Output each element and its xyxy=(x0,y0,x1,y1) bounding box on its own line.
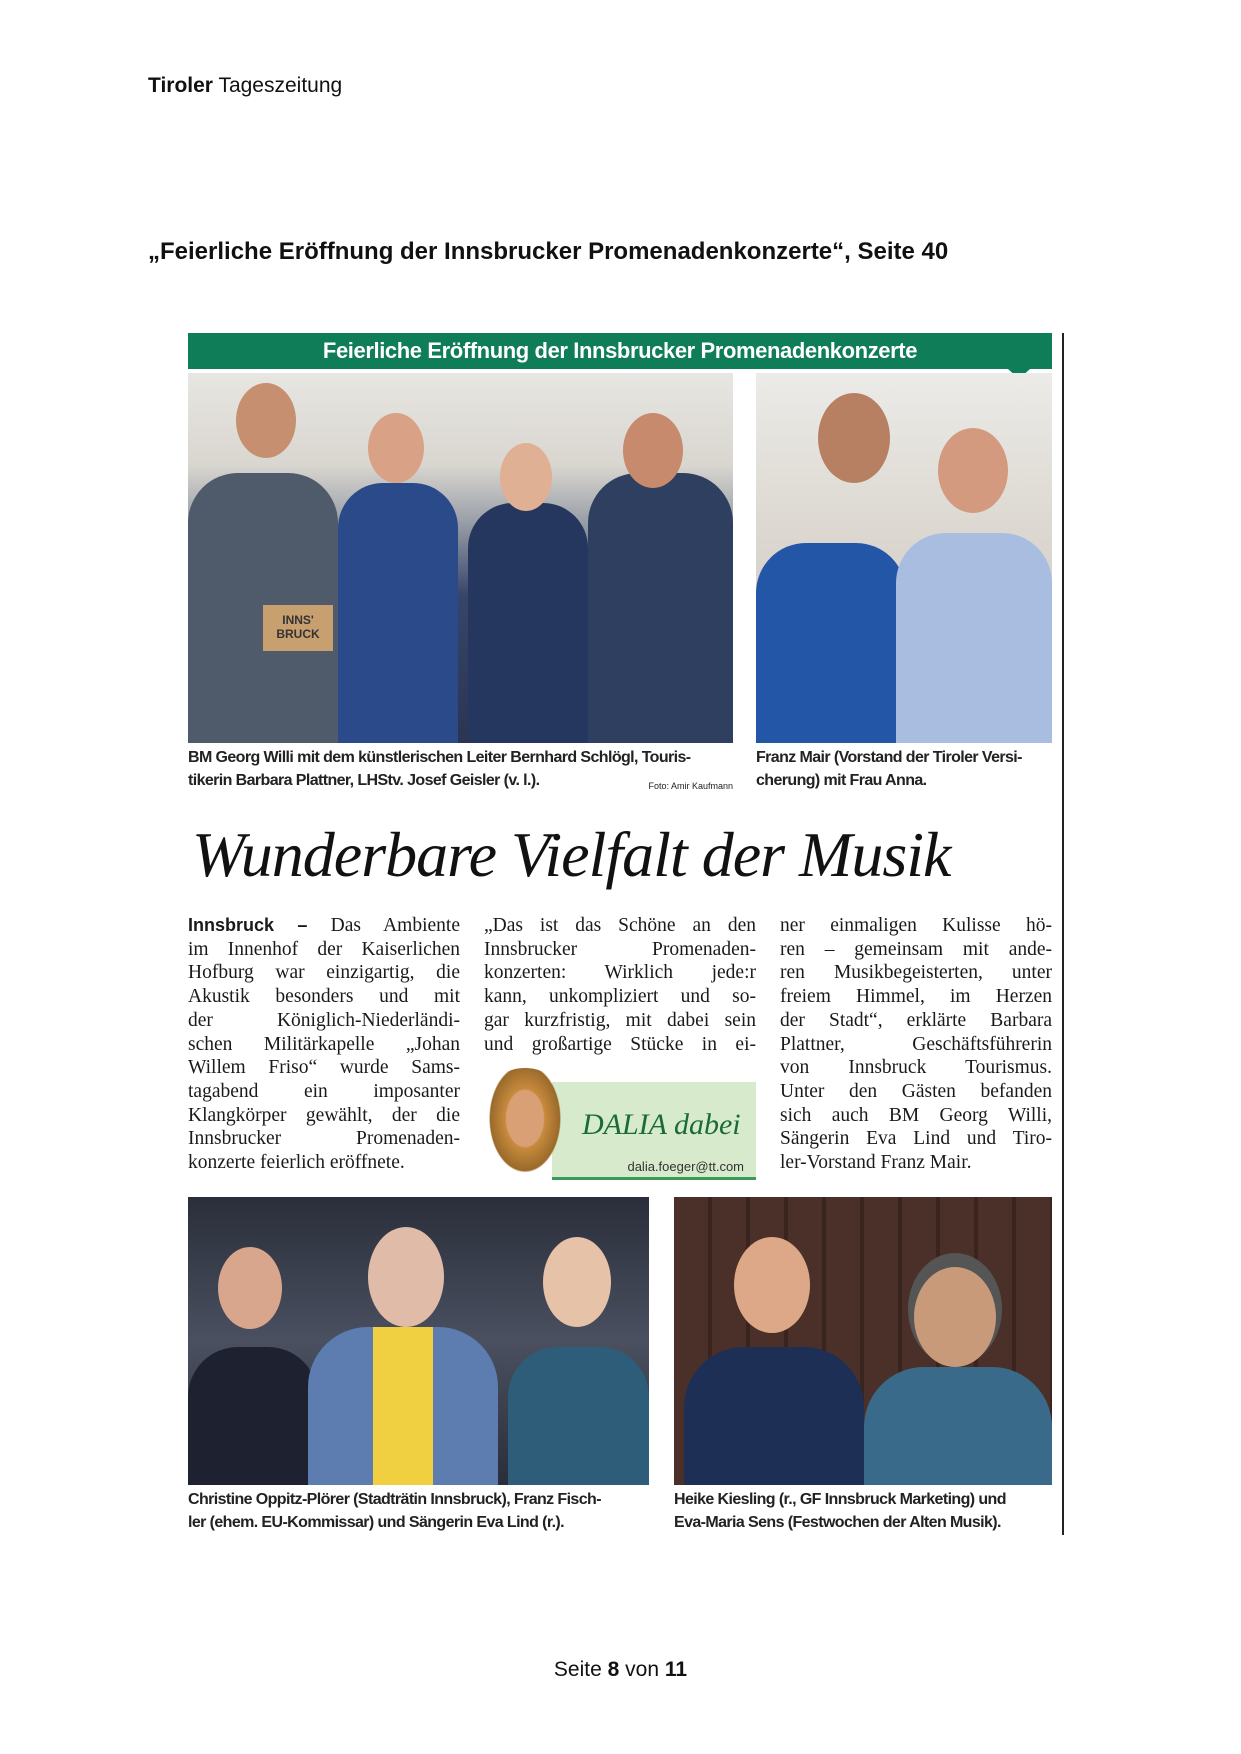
banner-text: Feierliche Eröffnung der Innsbrucker Promenadenkonzerte xyxy=(322,338,918,363)
caption-line: BM Georg Willi mit dem künstlerischen Leiter Bernhard Schlögl, Touris- xyxy=(188,749,691,766)
total-pages: 11 xyxy=(664,1658,688,1681)
innsbruck-sign: INNS' BRUCK xyxy=(263,605,333,651)
body-column-2 xyxy=(484,914,756,1056)
body-line: Akustik besonders und mit xyxy=(188,986,460,1008)
body-line: und großartige Stücke in ei- xyxy=(484,1033,756,1055)
caption-line: tikerin Barbara Plattner, LHStv. Josef Geisler (v. l.). xyxy=(188,772,540,789)
body-line: schen Militärkapelle „Johan xyxy=(188,1033,460,1055)
body-line: der Königlich-Niederländi- xyxy=(188,1009,460,1031)
caption-line: cherung) mit Frau Anna. xyxy=(756,772,927,789)
caption-photo1 xyxy=(188,746,733,798)
dalia-dabei-column-badge xyxy=(484,1068,756,1180)
brand-bold: Tiroler xyxy=(148,74,213,97)
caption-photo2 xyxy=(756,746,1052,792)
page-prefix: Seite xyxy=(553,1658,602,1681)
newspaper-name xyxy=(148,74,342,98)
photo-credit: Foto: Amir Kaufmann xyxy=(648,781,733,791)
body-line: gar kurzfristig, mit dabei sein xyxy=(484,1009,756,1031)
columnist-email: dalia.foeger@tt.com xyxy=(627,1159,744,1174)
dalia-logo: DALIA dabei xyxy=(582,1108,741,1141)
body-line: ler-Vorstand Franz Mair. xyxy=(780,1152,972,1174)
caption-line: Heike Kiesling (r., GF Innsbruck Marketing) und xyxy=(674,1491,1006,1508)
article-headline: Wunderbare Vielfalt der Musik xyxy=(192,819,951,890)
body-line: Unter den Gästen befanden xyxy=(780,1080,1052,1102)
photo-three-guests xyxy=(188,1197,649,1485)
columnist-portrait xyxy=(484,1068,566,1180)
body-line: ren – gemeinsam mit ande- xyxy=(780,938,1052,960)
caption-photo3 xyxy=(188,1488,649,1534)
article-banner xyxy=(188,333,1052,369)
body-line: Willem Friso“ wurde Sams- xyxy=(188,1057,460,1079)
body-line: Klangkörper gewählt, der die xyxy=(188,1104,460,1126)
page-of: von xyxy=(625,1658,660,1681)
body-line: Hofburg war einzigartig, die xyxy=(188,962,460,984)
body-line: ren Musikbegeisterten, unter xyxy=(780,962,1052,984)
body-line: von Innsbruck Tourismus. xyxy=(780,1057,1052,1079)
body-line: im Innenhof der Kaiserlichen xyxy=(188,938,460,960)
brand-rest: Tageszeitung xyxy=(218,74,343,97)
body-line: konzerte feierlich eröffnete. xyxy=(188,1152,405,1174)
body-line: kann, unkompliziert und so- xyxy=(484,986,756,1008)
body-line: Das Ambiente xyxy=(307,915,460,936)
body-line: Sängerin Eva Lind und Tiro- xyxy=(780,1128,1052,1150)
article-border xyxy=(1062,333,1064,1535)
body-line: ner einmaligen Kulisse hö- xyxy=(780,915,1052,936)
photo-group-four-people xyxy=(188,373,733,743)
caption-line: ler (ehem. EU-Kommissar) und Sängerin Eva Lind (r.). xyxy=(188,1514,564,1531)
photo-couple xyxy=(756,373,1052,743)
caption-line: Franz Mair (Vorstand der Tiroler Versi- xyxy=(756,749,1022,766)
body-line: sich auch BM Georg Willi, xyxy=(780,1104,1052,1126)
body-line: der Stadt“, erklärte Barbara xyxy=(780,1009,1052,1031)
body-line: Innsbrucker Promenaden- xyxy=(188,1128,460,1150)
body-line: Plattner, Geschäftsführerin xyxy=(780,1033,1052,1055)
body-column-1 xyxy=(188,914,460,1175)
photo-two-women xyxy=(674,1197,1052,1485)
dateline: Innsbruck – xyxy=(188,915,308,935)
document-title: „Feierliche Eröffnung der Innsbrucker Promenadenkonzerte“, Seite 40 xyxy=(148,238,949,265)
body-line: tagabend ein imposanter xyxy=(188,1080,460,1102)
body-line: konzerten: Wirklich jede:r xyxy=(484,962,756,984)
caption-line: Eva-Maria Sens (Festwochen der Alten Musik). xyxy=(674,1514,1001,1531)
body-line: freiem Himmel, im Herzen xyxy=(780,986,1052,1008)
caption-line: Christine Oppitz-Plörer (Stadträtin Innsbruck), Franz Fisch- xyxy=(188,1491,601,1508)
caption-photo4 xyxy=(674,1488,1052,1534)
body-column-3 xyxy=(780,914,1052,1175)
body-line: Innsbrucker Promenaden- xyxy=(484,938,756,960)
body-line: „Das ist das Schöne an den xyxy=(484,915,756,936)
page-number xyxy=(0,1658,1241,1682)
current-page: 8 xyxy=(607,1658,620,1681)
